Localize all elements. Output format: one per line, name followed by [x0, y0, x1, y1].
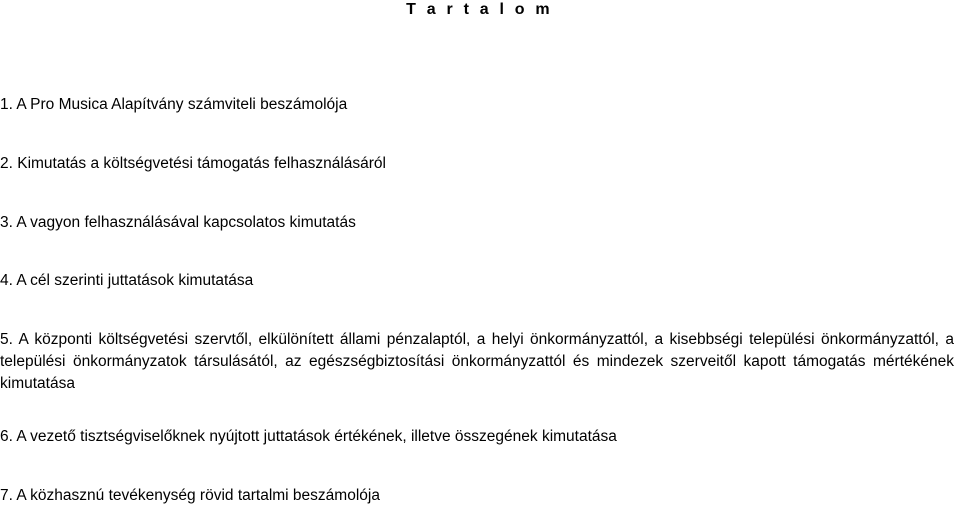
- toc-item-4: 4. A cél szerinti juttatások kimutatása: [0, 272, 254, 289]
- toc-item-3: 3. A vagyon felhasználásával kapcsolatos kimutatás: [0, 214, 356, 231]
- toc-item-2: 2. Kimutatás a költségvetési támogatás felhasználásáról: [0, 155, 386, 172]
- toc-item-1: 1. A Pro Musica Alapítvány számviteli beszámolója: [0, 96, 348, 113]
- toc-item-6: 6. A vezető tisztségviselőknek nyújtott juttatások értékének, illetve összegének kimutatása: [0, 428, 617, 445]
- document-title: T a r t a l o m: [406, 1, 553, 18]
- toc-item-5: 5. A központi költségvetési szervtől, elkülönített állami pénzalaptól, a helyi önkormányzattól, a kisebbségi települési önkormányzattól, a települési önkormányzatok társulásától, az egészségbiztosítási önkormányzattól és mindezek szerveitől kapott támogatás mértékének kimutatása: [0, 331, 954, 392]
- toc-item-7: 7. A közhasznú tevékenység rövid tartalmi beszámolója: [0, 487, 380, 504]
